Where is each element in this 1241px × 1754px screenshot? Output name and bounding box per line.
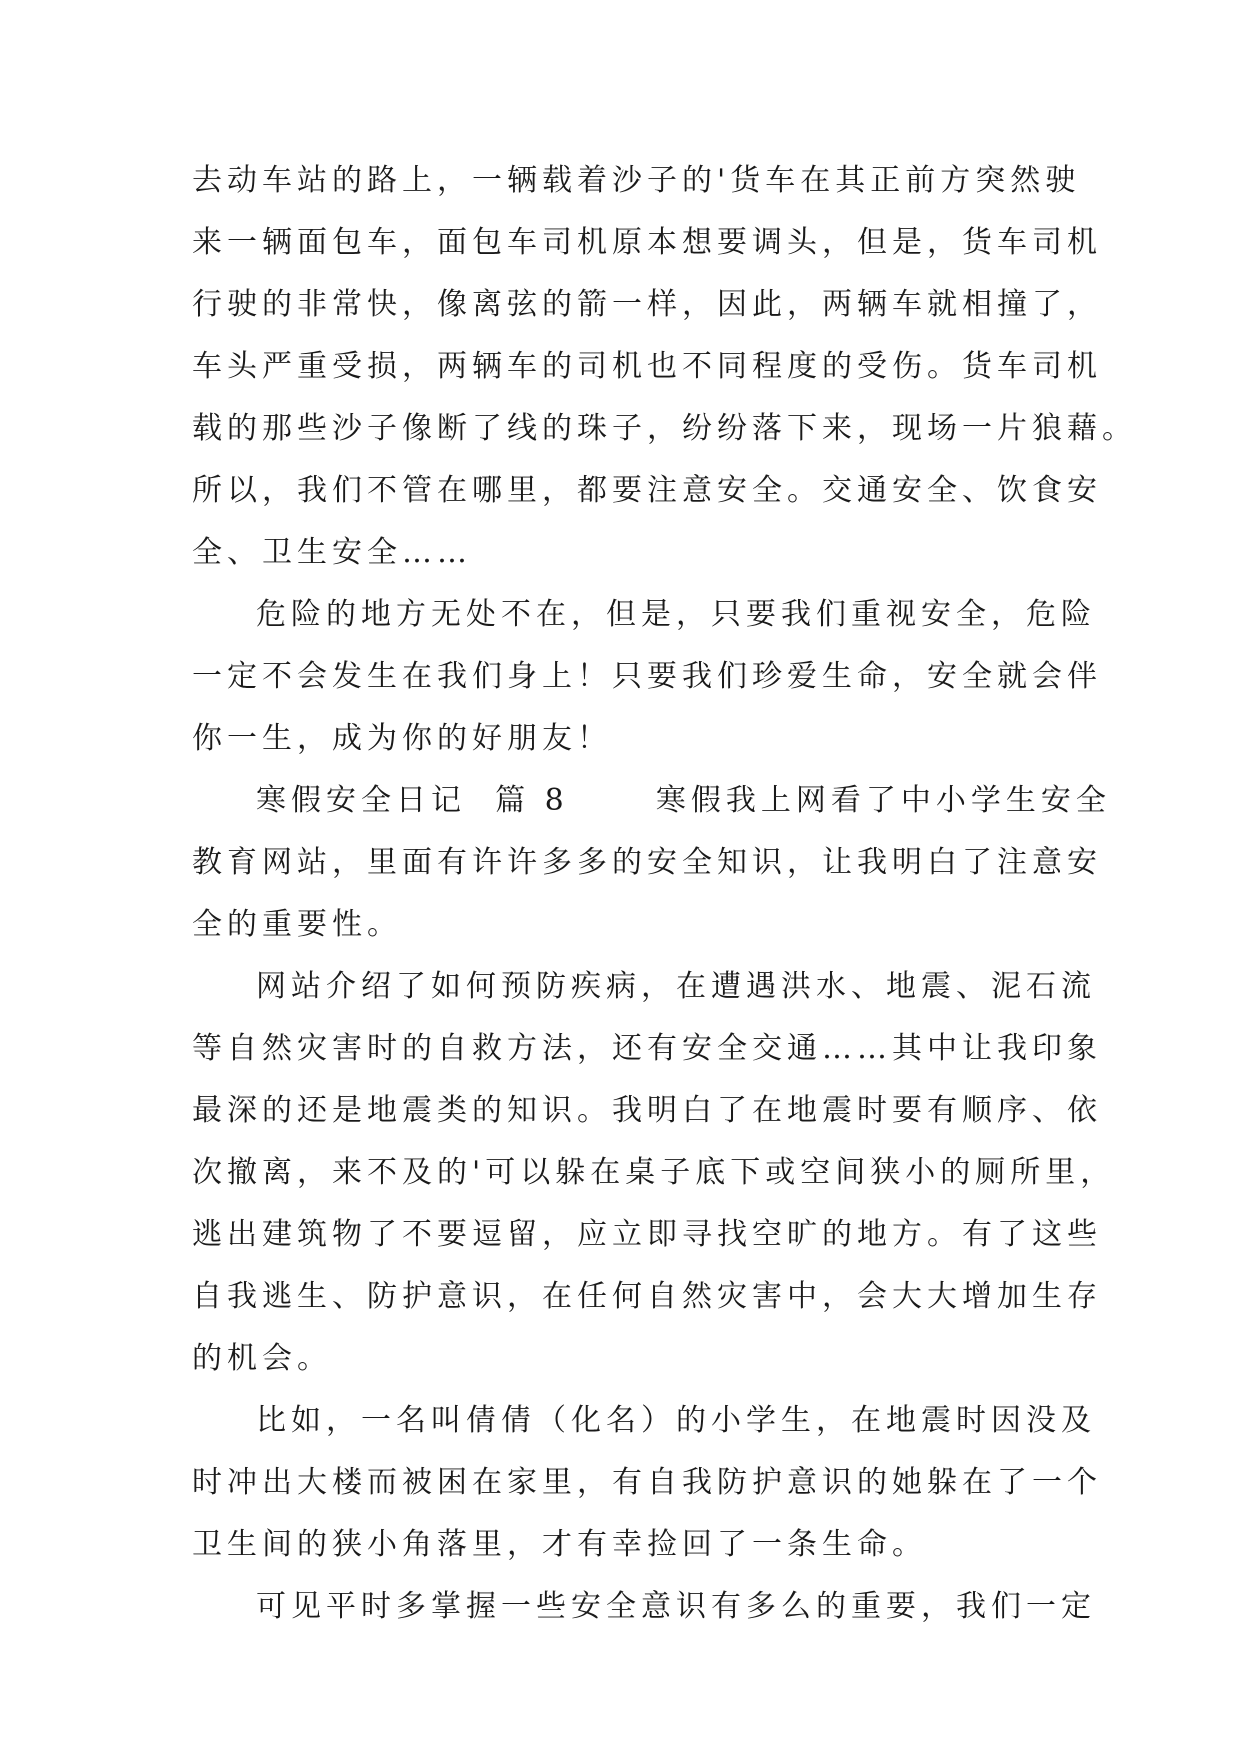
text-line: 教育网站，里面有许许多多的安全知识，让我明白了注意安 — [192, 845, 1102, 880]
text-line: 的机会。 — [192, 1341, 332, 1376]
paragraph-first-line: 危险的地方无处不在，但是，只要我们重视安全，危险 — [256, 597, 1096, 632]
text-line: 去动车站的路上，一辆载着沙子的'货车在其正前方突然驶 — [192, 163, 1081, 198]
text-line: 最深的还是地震类的知识。我明白了在地震时要有顺序、依 — [192, 1093, 1102, 1128]
paragraph-first-line: 比如，一名叫倩倩（化名）的小学生，在地震时因没及 — [256, 1403, 1096, 1438]
text-line: 次撤离，来不及的'可以躲在桌子底下或空间狭小的厕所里， — [192, 1155, 1116, 1190]
section-heading-line: 寒假安全日记 篇 8 寒假我上网看了中小学生安全 — [256, 783, 1111, 818]
paragraph-first-line: 网站介绍了如何预防疾病，在遭遇洪水、地震、泥石流 — [256, 969, 1096, 1004]
text-line: 等自然灾害时的自救方法，还有安全交通……其中让我印象 — [192, 1031, 1102, 1066]
text-line: 卫生间的狭小角落里，才有幸捡回了一条生命。 — [192, 1527, 927, 1562]
text-line: 行驶的非常快，像离弦的箭一样，因此，两辆车就相撞了， — [192, 287, 1102, 322]
text-line: 全的重要性。 — [192, 907, 402, 942]
text-line: 车头严重受损，两辆车的司机也不同程度的受伤。货车司机 — [192, 349, 1102, 384]
text-line: 来一辆面包车，面包车司机原本想要调头，但是，货车司机 — [192, 225, 1102, 260]
text-line: 自我逃生、防护意识，在任何自然灾害中，会大大增加生存 — [192, 1279, 1102, 1314]
text-line: 全、卫生安全…… — [192, 535, 472, 570]
text-line: 一定不会发生在我们身上！只要我们珍爱生命，安全就会伴 — [192, 659, 1102, 694]
document-page — [192, 150, 1137, 1638]
text-line: 时冲出大楼而被困在家里，有自我防护意识的她躲在了一个 — [192, 1465, 1102, 1500]
text-line: 所以，我们不管在哪里，都要注意安全。交通安全、饮食安 — [192, 473, 1102, 508]
text-line: 载的那些沙子像断了线的珠子，纷纷落下来，现场一片狼藉。 — [192, 411, 1137, 446]
text-line: 你一生，成为你的好朋友！ — [192, 721, 612, 756]
paragraph-first-line: 可见平时多掌握一些安全意识有多么的重要，我们一定 — [256, 1589, 1096, 1624]
text-line: 逃出建筑物了不要逗留，应立即寻找空旷的地方。有了这些 — [192, 1217, 1102, 1252]
